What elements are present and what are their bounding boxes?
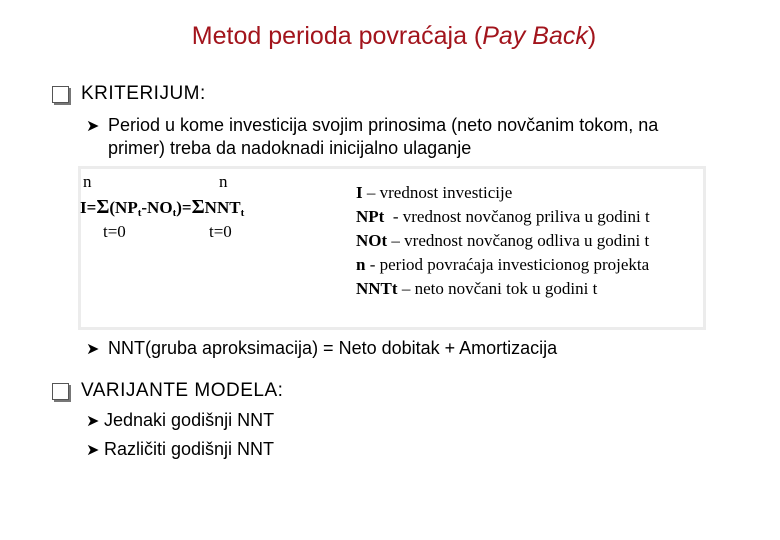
formula-box — [78, 166, 706, 330]
sigma-icon: Σ — [191, 196, 205, 218]
formula-lower-left: t=0 — [103, 222, 126, 241]
list-item — [86, 439, 274, 460]
title-suffix: ) — [587, 22, 597, 50]
section-heading: VARIJANTE MODELA: — [81, 380, 284, 401]
formula-main: $I=\Sigma(NP_t-NO_t)=\Sigma NNT_t$ — [80, 196, 245, 219]
definition-item: NPt - vrednost novčanog priliva u godini t — [356, 207, 650, 226]
section-kriterijum — [52, 83, 206, 105]
formula-upper-left: n — [83, 172, 92, 191]
title-prefix: Metod perioda povraćaja ( — [191, 22, 483, 50]
nnt-text: NNT(gruba aproksimacija) = Neto dobitak + Amortizacija — [108, 338, 558, 358]
variant-text: Jednaki godišnji NNT — [104, 410, 275, 430]
arrow-bullet-icon: ➤ — [86, 442, 100, 459]
sigma-icon: Σ — [96, 196, 110, 218]
square-bullet-icon — [52, 383, 69, 400]
section-heading: KRITERIJUM: — [81, 83, 206, 104]
definitions-list — [356, 181, 706, 301]
formula-upper-right: n — [219, 172, 228, 191]
section-varijante — [52, 380, 283, 402]
page-title — [0, 22, 780, 51]
definition-item: n - period povraćaja investicionog projekta — [356, 255, 650, 274]
formula-lower-right: t=0 — [209, 222, 232, 241]
list-item — [86, 410, 274, 431]
criterion-bullet — [86, 114, 726, 160]
arrow-bullet-icon: ➤ — [86, 341, 100, 358]
definition-item: NOt – vrednost novčanog odliva u godini t — [356, 231, 650, 250]
title-italic: Pay Back — [482, 22, 588, 50]
criterion-text: Period u kome investicija svojim prinosima (neto novčanim tokom, na primer) treba da nadoknadi inicijalno ulaganje — [108, 115, 659, 158]
definition-item: I – vrednost investicije — [356, 183, 513, 202]
nnt-bullet — [86, 338, 557, 359]
square-bullet-icon — [52, 86, 69, 103]
definition-item: NNTt – neto novčani tok u godini t — [356, 279, 598, 298]
arrow-bullet-icon: ➤ — [86, 413, 100, 430]
variant-text: Različiti godišnji NNT — [104, 439, 275, 459]
arrow-bullet-icon: ➤ — [86, 118, 100, 135]
